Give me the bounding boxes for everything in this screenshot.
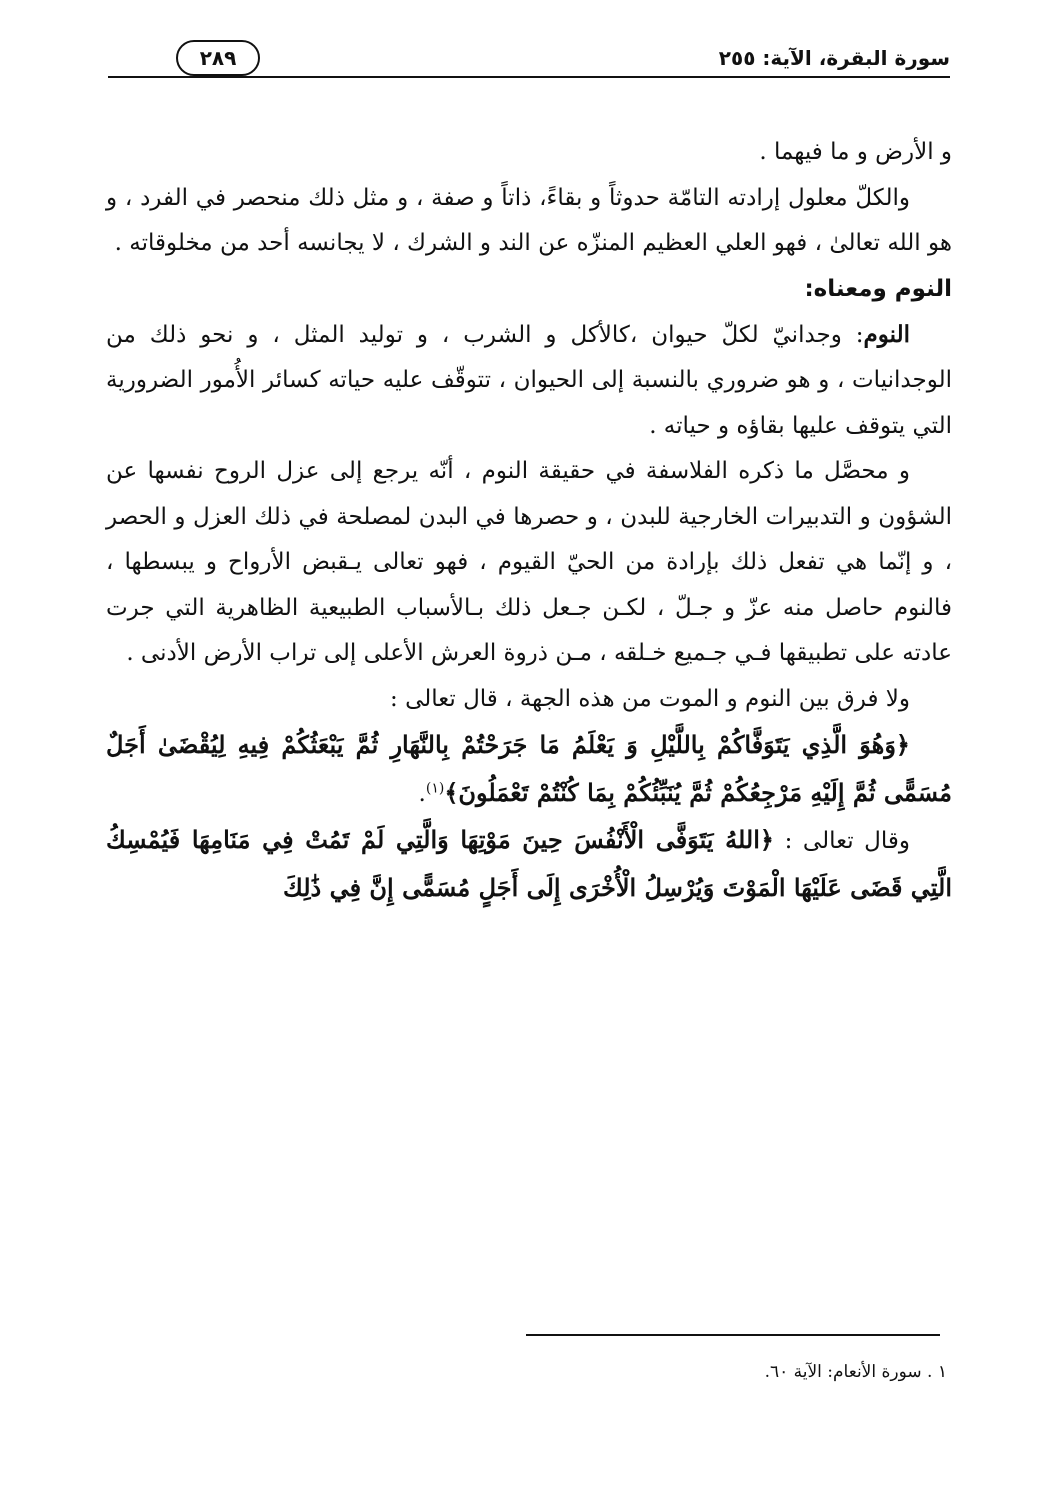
definition-text: : وجدانيّ لكلّ حيوان ،كالأكل و الشرب ، و توليد المثل ، و نحو ذلك من الوجدانيات ، و هو ضروري بالنسبة إلى الحيوان ، تتوقّف عليه حياته كسائر الأُمور الضرورية التي يتوقف عليها بقاؤه و حياته . <box>106 321 952 439</box>
paragraph: والكلّ معلول إرادته التامّة حدوثاً و بقاءً، ذاتاً و صفة ، و مثل ذلك منحصر في الفرد ، و هو الله تعالىٰ ، فهو العلي العظيم المنزّه عن الند و الشرك ، لا يجانسه أحد من مخلوقاته . <box>106 184 952 256</box>
paragraph: و محصَّل ما ذكره الفلاسفة في حقيقة النوم ، أنّه يرجع إلى عزل الروح نفسها عن الشؤون و التدبيرات الخارجية للبدن ، و حصرها في البدن لمصلحة في ذلك العزل و الحصر ، و إنّما هي تفعل ذلك بإرادة من الحيّ القيوم ، فهو تعالى يـقبض الأرواح و يبسطها ، فالنوم حاصل منه عزّ و جـلّ ، لكـن جـعل ذلك بـالأسباب الطبيعية الظاهرية التي جرت عادته على تطبيقها فـي جـميع خـلقه ، مـن ذروة العرش الأعلى إلى تراب الأرض الأدنى . <box>106 458 952 666</box>
quran-verse: ﴿وَهُوَ الَّذِي يَتَوَفَّاكُمْ بِاللَّيْلِ وَ يَعْلَمُ مَا جَرَحْتُمْ بِالنَّهَارِ ثُمَّ يَبْعَثُكُمْ فِيهِ لِيُقْضَىٰ أَجَلٌ مُسَمًّى ثُمَّ إِلَيْهِ مَرْجِعُكُمْ ثُمَّ يُنَبِّئُكُمْ بِمَا كُنْتُمْ تَعْمَلُونَ﴾ <box>106 730 952 807</box>
paragraph: ولا فرق بين النوم و الموت من هذه الجهة ، قال تعالى : <box>390 685 910 712</box>
defined-term: النوم <box>863 320 910 348</box>
main-text <box>106 130 952 912</box>
page-number: ٢٨٩ <box>176 40 260 76</box>
running-title: سورة البقرة، الآية: ٢٥٥ <box>718 46 950 70</box>
footnote: ١ . سورة الأنعام: الآية ٦٠. <box>764 1362 947 1382</box>
quran-verse-block <box>106 817 952 912</box>
paragraph-definition <box>106 312 952 450</box>
verse-intro: وقال تعالى : <box>773 828 911 854</box>
verse-end: . <box>418 780 426 807</box>
footnote-reference: (١) <box>425 779 445 796</box>
footnote-rule <box>526 1334 940 1336</box>
quran-verse: ﴿اللهُ يَتَوَفَّى الْأَنْفُسَ حِينَ مَوْتِهَا وَالَّتِي لَمْ تَمُتْ فِي مَنَامِهَا فَيُمْسِكُ الَّتِي قَضَى عَلَيْهَا الْمَوْتَ وَيُرْسِلُ الْأُخْرَى إِلَى أَجَلٍ مُسَمًّى إِنَّ فِي ذَٰلِكَ <box>106 825 952 902</box>
section-heading: النوم ومعناه: <box>804 275 952 302</box>
paragraph-continuation: و الأرض و ما فيهما . <box>759 139 952 165</box>
quran-verse-block <box>106 722 952 817</box>
header-rule <box>108 76 950 78</box>
page-header <box>108 40 950 88</box>
